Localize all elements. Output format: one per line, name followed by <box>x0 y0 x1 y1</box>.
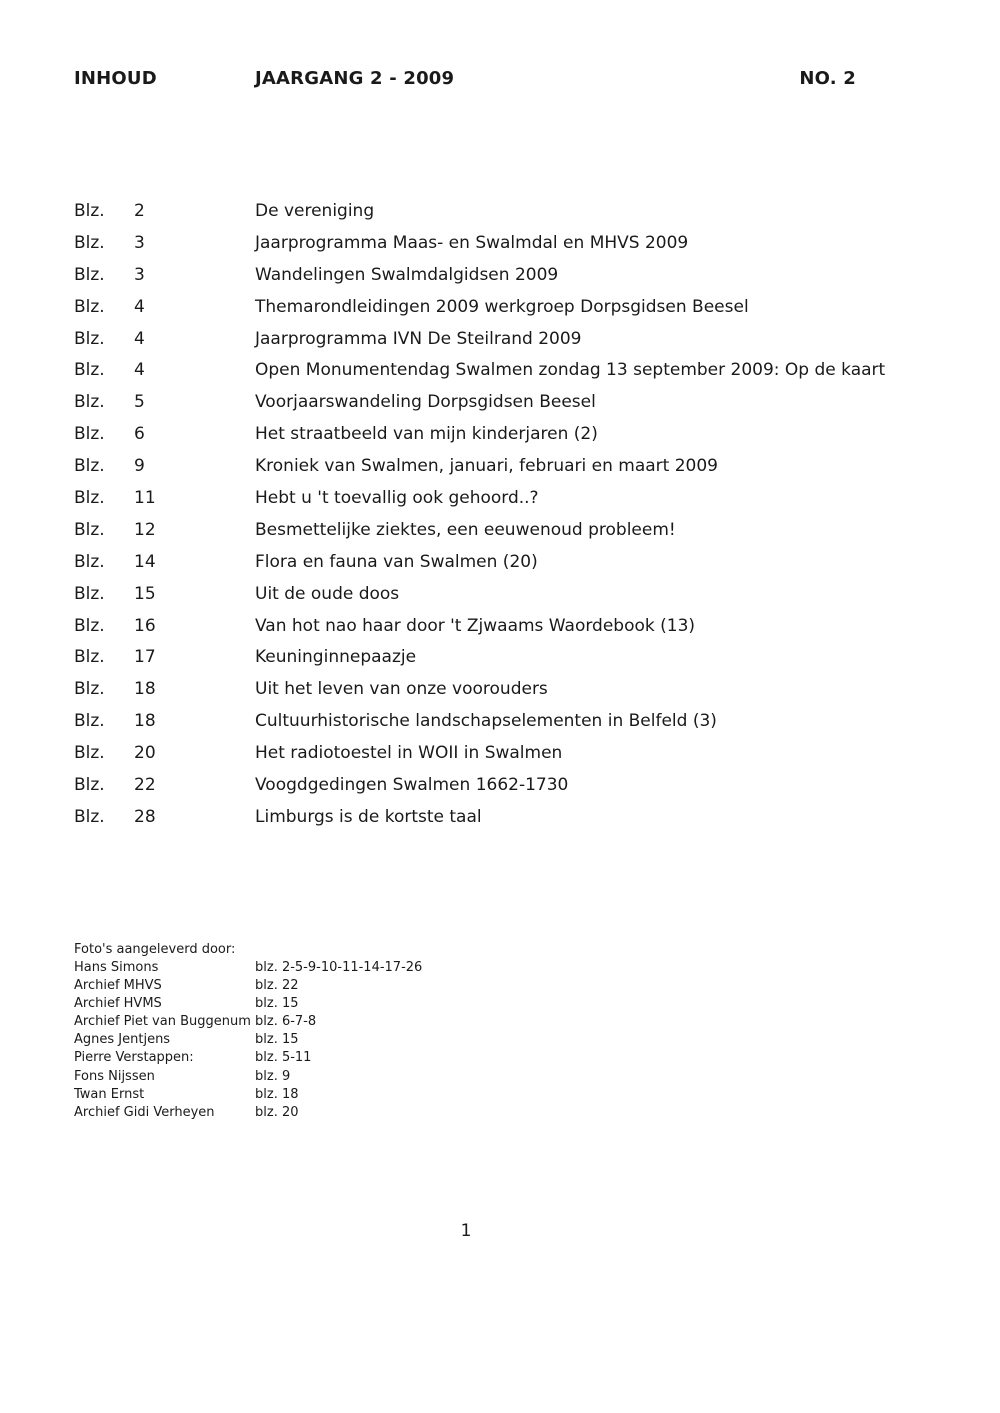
photo-credits <box>74 940 574 1122</box>
toc-entry <box>74 451 934 483</box>
credit-entry <box>74 1049 574 1067</box>
toc-blz-label: Blz. <box>74 647 105 668</box>
toc-entry-title: Het straatbeeld van mijn kinderjaren (2) <box>255 424 598 445</box>
toc-entry-title: Limburgs is de kortste taal <box>255 806 482 827</box>
toc-page-number: 11 <box>134 488 156 509</box>
credit-entry <box>74 995 574 1013</box>
toc-entry-title: Flora en fauna van Swalmen (20) <box>255 551 538 572</box>
toc-page-number: 6 <box>134 424 145 445</box>
toc-page-number: 4 <box>134 328 145 349</box>
toc-blz-label: Blz. <box>74 296 105 317</box>
toc-entry-title: Themarondleidingen 2009 werkgroep Dorpsgidsen Beesel <box>255 296 749 317</box>
toc-blz-label: Blz. <box>74 264 105 285</box>
credit-source: Archief MHVS <box>74 978 162 994</box>
toc-page-number: 5 <box>134 392 145 413</box>
credit-pages: blz. 2-5-9-10-11-14-17-26 <box>255 960 423 975</box>
toc-blz-label: Blz. <box>74 711 105 732</box>
toc-blz-label: Blz. <box>74 392 105 413</box>
photo-credits-list <box>74 959 574 1122</box>
credit-source: Twan Ernst <box>74 1086 145 1102</box>
toc-entry-title: Uit de oude doos <box>255 583 400 604</box>
toc-page-number: 17 <box>134 647 156 668</box>
toc-entry <box>74 419 934 451</box>
toc-entry <box>74 292 934 324</box>
toc-blz-label: Blz. <box>74 424 105 445</box>
toc-blz-label: Blz. <box>74 488 105 509</box>
toc-entry <box>74 515 934 547</box>
toc-entry <box>74 802 934 834</box>
credit-source: Fons Nijssen <box>74 1068 155 1084</box>
page-header <box>74 68 864 94</box>
credit-source: Agnes Jentjens <box>74 1032 171 1048</box>
credit-pages: blz. 20 <box>255 1104 299 1120</box>
toc-blz-label: Blz. <box>74 615 105 636</box>
toc-entry <box>74 706 934 738</box>
toc-blz-label: Blz. <box>74 679 105 700</box>
credit-entry <box>74 1068 574 1086</box>
toc-page-number: 14 <box>134 551 156 572</box>
toc-blz-label: Blz. <box>74 519 105 540</box>
toc-entry-title: Voogdgedingen Swalmen 1662-1730 <box>255 775 569 796</box>
table-of-contents <box>74 196 934 834</box>
toc-entry-title: Kroniek van Swalmen, januari, februari en maart 2009 <box>255 456 718 477</box>
toc-entry-title: Jaarprogramma Maas- en Swalmdal en MHVS 2009 <box>255 232 689 253</box>
credit-source: Pierre Verstappen: <box>74 1050 194 1066</box>
toc-page-number: 3 <box>134 264 145 285</box>
credit-entry <box>74 1013 574 1031</box>
toc-page-number: 9 <box>134 456 145 477</box>
toc-entry-title: Voorjaarswandeling Dorpsgidsen Beesel <box>255 392 596 413</box>
toc-entry <box>74 387 934 419</box>
toc-blz-label: Blz. <box>74 328 105 349</box>
toc-entry <box>74 674 934 706</box>
credit-entry <box>74 1086 574 1104</box>
credit-pages: blz. 22 <box>255 978 299 994</box>
credit-entry <box>74 977 574 995</box>
toc-blz-label: Blz. <box>74 551 105 572</box>
header-volume-year: JAARGANG 2 - 2009 <box>255 68 455 89</box>
toc-entry <box>74 611 934 643</box>
credit-pages: blz. 15 <box>255 1032 299 1048</box>
toc-page-number: 20 <box>134 743 156 764</box>
header-section-title: INHOUD <box>74 68 157 89</box>
toc-blz-label: Blz. <box>74 201 105 221</box>
header-issue-number: NO. 2 <box>799 68 856 89</box>
toc-entry <box>74 228 934 260</box>
toc-page-number: 18 <box>134 679 156 700</box>
toc-entry <box>74 355 934 387</box>
toc-blz-label: Blz. <box>74 806 105 827</box>
toc-entry-title: Open Monumentendag Swalmen zondag 13 september 2009: Op de kaart <box>255 360 886 381</box>
toc-blz-label: Blz. <box>74 775 105 796</box>
credit-source: Archief Gidi Verheyen <box>74 1104 215 1120</box>
photo-credits-heading: Foto's aangeleverd door: <box>74 942 236 957</box>
toc-blz-label: Blz. <box>74 583 105 604</box>
toc-page-number: 2 <box>134 201 145 221</box>
credit-entry <box>74 1104 574 1122</box>
toc-entry-title: Van hot nao haar door 't Zjwaams Waordebook (13) <box>255 615 696 636</box>
toc-entry-title: Keuninginnepaazje <box>255 647 417 668</box>
toc-entry-title: Hebt u 't toevallig ook gehoord..? <box>255 488 539 509</box>
toc-entry-title: Het radiotoestel in WOII in Swalmen <box>255 743 563 764</box>
toc-page-number: 4 <box>134 296 145 317</box>
toc-page-number: 12 <box>134 519 156 540</box>
toc-entry-title: Uit het leven van onze voorouders <box>255 679 548 700</box>
toc-page-number: 4 <box>134 360 145 381</box>
toc-entry-title: Cultuurhistorische landschapselementen in Belfeld (3) <box>255 711 717 732</box>
toc-entry <box>74 547 934 579</box>
page-number: 1 <box>460 1221 472 1241</box>
toc-blz-label: Blz. <box>74 743 105 764</box>
toc-entry-title: Wandelingen Swalmdalgidsen 2009 <box>255 264 559 285</box>
toc-entry <box>74 642 934 674</box>
toc-entry <box>74 738 934 770</box>
toc-page-number: 18 <box>134 711 156 732</box>
credit-pages: blz. 6-7-8 <box>255 1014 317 1030</box>
credit-pages: blz. 18 <box>255 1086 299 1102</box>
toc-entry <box>74 260 934 292</box>
credit-entry <box>74 959 574 977</box>
toc-entry-title: Besmettelijke ziektes, een eeuwenoud probleem! <box>255 519 676 540</box>
toc-blz-label: Blz. <box>74 456 105 477</box>
credit-pages: blz. 9 <box>255 1068 291 1084</box>
toc-page-number: 3 <box>134 232 145 253</box>
toc-page-number: 16 <box>134 615 156 636</box>
credit-source: Hans Simons <box>74 960 159 975</box>
credit-entry <box>74 1031 574 1049</box>
toc-entry <box>74 770 934 802</box>
toc-page-number: 15 <box>134 583 156 604</box>
credit-source: Archief HVMS <box>74 996 162 1012</box>
toc-blz-label: Blz. <box>74 360 105 381</box>
credit-source: Archief Piet van Buggenum <box>74 1014 251 1030</box>
toc-page-number: 22 <box>134 775 156 796</box>
toc-entry <box>74 196 934 228</box>
toc-entry-title: Jaarprogramma IVN De Steilrand 2009 <box>255 328 582 349</box>
toc-entry-title: De vereniging <box>255 201 375 221</box>
credit-pages: blz. 15 <box>255 996 299 1012</box>
toc-entry <box>74 579 934 611</box>
toc-blz-label: Blz. <box>74 232 105 253</box>
toc-entry <box>74 483 934 515</box>
toc-entry <box>74 324 934 356</box>
toc-page-number: 28 <box>134 806 156 827</box>
credit-pages: blz. 5-11 <box>255 1050 312 1066</box>
